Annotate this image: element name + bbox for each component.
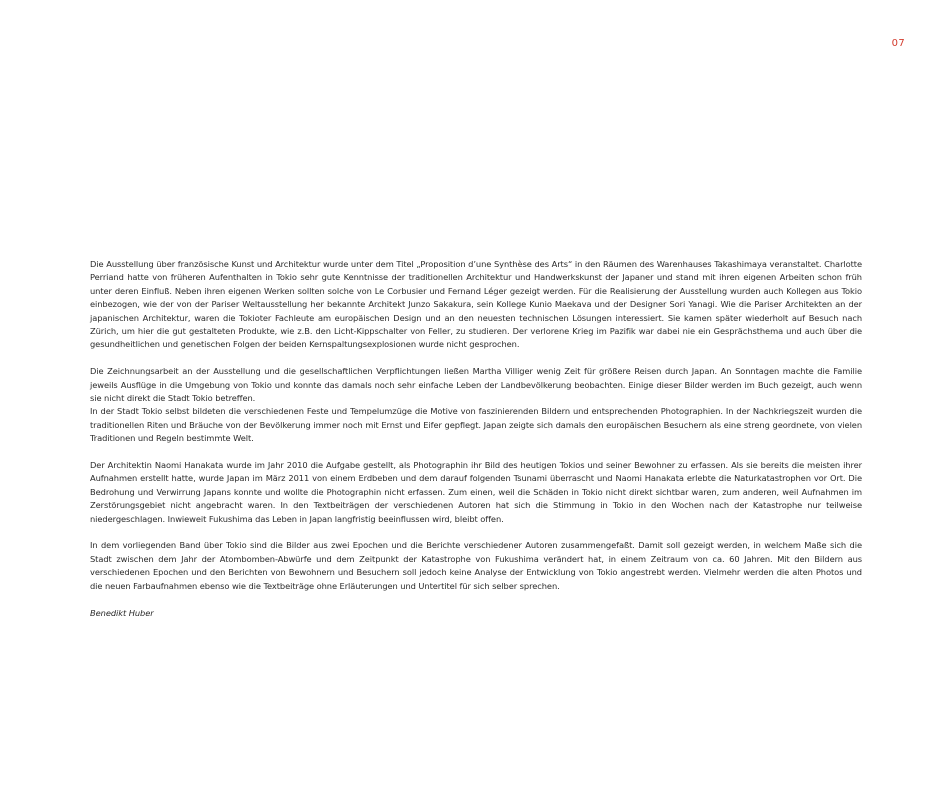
paragraph: In dem vorliegenden Band über Tokio sind die Bilder aus zwei Epochen und die Berichte verschiedener Autoren zusammengefaßt. Damit soll gezeigt werden, in welchem Maße sich die Stadt zwischen dem Jahr der Atombomben-Abwürfe und dem Zeitpunkt der Katastrophe von Fukushima verändert hat, in einem Zeitraum von ca. 60 Jahren. Mit den Bildern aus verschiedenen Epochen und den Berichten von Bewohnern und Besuchern soll jedoch keine Analyse der Entwicklung von Tokio angestrebt werden. Vielmehr werden die alten Photos und die neuen Farbaufnahmen ebenso wie die Textbeiträge ohne Erläuterungen und Untertitel für sich selber sprechen. [90, 540, 862, 591]
paragraph: Der Architektin Naomi Hanakata wurde im Jahr 2010 die Aufgabe gestellt, als Photographin ihr Bild des heutigen Tokios und seiner Bewohner zu erfassen. Als sie bereits die meisten ihrer Aufnahmen erstellt hatte, wurde Japan im März 2011 von einem Erdbeben und dem darauf folgenden Tsunami überrascht und Naomi Hanakata erlebte die Naturkatastrophen vor Ort. Die Bedrohung und Verwirrung Japans konnte und wollte die Photographin nicht erfassen. Zum einen, weil die Schäden in Tokio nicht direkt sichtbar waren, zum anderen, weil Aufnahmen im Zerstörungsgebiet nicht angebracht waren. In den Textbeiträgen der verschiedenen Autoren hat sich die Stimmung in Tokio in den Wochen nach der Katastrophe nur teilweise niedergeschlagen. Inwieweit Fukushima das Leben in Japan langfristig beeinflussen wird, bleibt offen. [90, 460, 862, 524]
paragraph: In der Stadt Tokio selbst bildeten die verschiedenen Feste und Tempelumzüge die Motive von faszinierenden Bildern und entsprechenden Photographien. In der Nachkriegszeit wurden die traditionellen Riten und Bräuche von der Bevölkerung immer noch mit Ernst und Eifer gepflegt. Japan zeigte sich damals den europäischen Besuchern als eine streng geordnete, von vielen Traditionen und Regeln bestimmte Welt. [90, 406, 862, 444]
page-number: 07 [891, 38, 905, 49]
paragraph: Die Ausstellung über französische Kunst und Architektur wurde unter dem Titel „Proposition d’une Synthèse des Arts“ in den Räumen des Warenhauses Takashimaya veranstaltet. Charlotte Perriand hatte von früheren Aufenthalten in Tokio sehr gute Kenntnisse der traditionellen Architektur und Handwerkskunst der Japaner und stand mit ihren eigenen Arbeiten schon früh unter deren Einfluß. Neben ihren eigenen Werken sollten solche von Le Corbusier und Fernand Léger gezeigt werden. Für die Realisierung der Ausstellung wurden auch Kollegen aus Tokio einbezogen, wie der von der Pariser Weltausstellung her bekannte Architekt Junzo Sakakura, sein Kollege Kunio Maekava und der Designer Sori Yanagi. Wie die Pariser Architekten an der japanischen Architektur, waren die Tokioter Fachleute am europäischen Design und an den neuesten technischen Lösungen interessiert. Sie kamen später wiederholt auf Besuch nach Zürich, um hier die gut gestalteten Produkte, wie z.B. den Licht-Kippschalter von Feller, zu studieren. Der verlorene Krieg im Pazifik war dabei nie ein Gesprächsthema und auch über die gesundheitlichen und genetischen Folgen der beiden Kernspaltungsexplosionen wurde nicht gesprochen. [90, 259, 862, 350]
paragraph: Die Zeichnungsarbeit an der Ausstellung und die gesellschaftlichen Verpflichtungen ließen Martha Villiger wenig Zeit für größere Reisen durch Japan. An Sonntagen machte die Familie jeweils Ausflüge in die Umgebung von Tokio und konnte das damals noch sehr einfache Leben der Landbevölkerung beobachten. Einige dieser Bilder werden im Buch gezeigt, auch wenn sie nicht direkt die Stadt Tokio betreffen. [90, 366, 862, 404]
body-text [90, 258, 862, 620]
author-signature: Benedikt Huber [90, 607, 154, 618]
